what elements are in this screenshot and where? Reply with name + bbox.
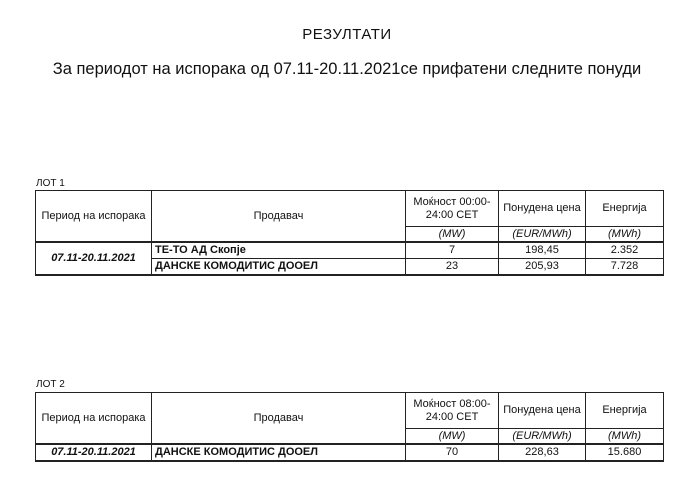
energy-cell: 2.352 bbox=[586, 242, 664, 259]
price-cell: 228,63 bbox=[499, 444, 586, 461]
period-cell: 07.11-20.11.2021 bbox=[36, 242, 152, 275]
table-row bbox=[36, 242, 664, 259]
document-title: РЕЗУЛТАТИ bbox=[302, 26, 392, 43]
header-period: Период на испорака bbox=[36, 191, 152, 243]
header-seller: Продавач bbox=[152, 393, 406, 445]
unit-energy: (MWh) bbox=[586, 429, 664, 445]
seller-cell: ДАНСКЕ КОМОДИТИС ДООЕЛ bbox=[152, 259, 406, 276]
header-power: Моќност 00:00-24:00 CET bbox=[406, 191, 499, 227]
header-energy: Енергија bbox=[586, 191, 664, 227]
seller-cell: ДАНСКЕ КОМОДИТИС ДООЕЛ bbox=[152, 444, 406, 461]
lot-2-header-row bbox=[36, 393, 664, 429]
seller-cell: ТЕ-ТО АД Скопје bbox=[152, 242, 406, 259]
lot-2-label: ЛОТ 2 bbox=[36, 379, 65, 390]
header-price: Понудена цена bbox=[499, 191, 586, 227]
lot-1-label: ЛОТ 1 bbox=[36, 178, 65, 189]
header-price: Понудена цена bbox=[499, 393, 586, 429]
period-cell: 07.11-20.11.2021 bbox=[36, 444, 152, 461]
unit-energy: (MWh) bbox=[586, 227, 664, 243]
document-subtitle: За периодот на испорака од 07.11-20.11.2021се прифатени следните понуди bbox=[52, 60, 642, 78]
unit-power: (MW) bbox=[406, 429, 499, 445]
energy-cell: 7.728 bbox=[586, 259, 664, 276]
unit-power: (MW) bbox=[406, 227, 499, 243]
power-cell: 23 bbox=[406, 259, 499, 276]
power-cell: 7 bbox=[406, 242, 499, 259]
energy-cell: 15.680 bbox=[586, 444, 664, 461]
header-period: Период на испорака bbox=[36, 393, 152, 445]
header-power: Моќност 08:00-24:00 CET bbox=[406, 393, 499, 429]
header-energy: Енергија bbox=[586, 393, 664, 429]
header-seller: Продавач bbox=[152, 191, 406, 243]
lot-1-header-row bbox=[36, 191, 664, 227]
unit-price: (EUR/MWh) bbox=[499, 227, 586, 243]
unit-price: (EUR/MWh) bbox=[499, 429, 586, 445]
power-cell: 70 bbox=[406, 444, 499, 461]
price-cell: 205,93 bbox=[499, 259, 586, 276]
table-row bbox=[36, 444, 664, 461]
price-cell: 198,45 bbox=[499, 242, 586, 259]
lot-2-table bbox=[35, 392, 664, 462]
lot-1-table bbox=[35, 190, 664, 276]
